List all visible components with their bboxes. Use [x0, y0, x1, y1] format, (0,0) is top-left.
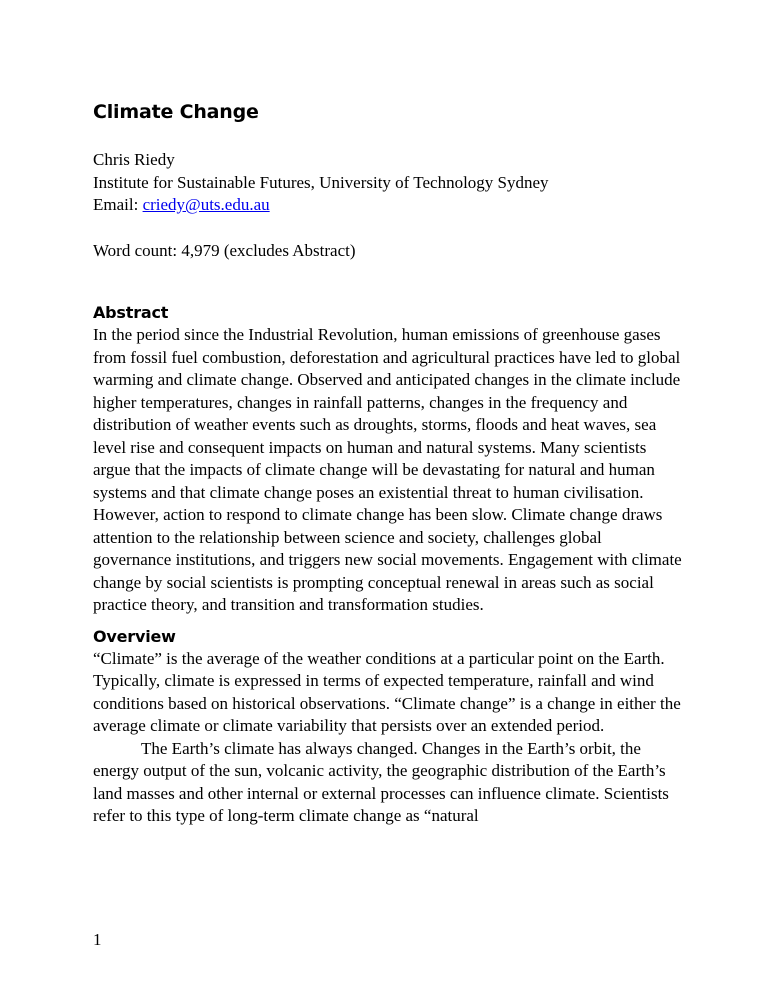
- overview-paragraph-2: The Earth’s climate has always changed. Changes in the Earth’s orbit, the energy output of the sun, volcanic activity, the geographic distribution of the Earth’s land masses and other internal or external processes can influence climate. Scientists refer to this type of long-term climate change as “natural: [93, 738, 669, 825]
- overview-paragraph-1: “Climate” is the average of the weather conditions at a particular point on the Earth. Typically, climate is expressed in terms of expected temperature, rainfall and wind conditions based on historical observations. “Climate change” is a change in either the average climate or climate variability that persists over an extended period.: [93, 648, 681, 735]
- author-name: Chris Riedy: [93, 150, 175, 169]
- email-label: Email:: [93, 195, 143, 214]
- author-block: [93, 149, 683, 217]
- page-content: [93, 98, 683, 828]
- abstract-heading: Abstract: [93, 303, 169, 322]
- page-number: 1: [93, 930, 102, 949]
- author-email-line: [93, 194, 683, 217]
- author-affiliation: Institute for Sustainable Futures, University of Technology Sydney: [93, 172, 549, 192]
- email-link[interactable]: criedy@uts.edu.au: [142, 195, 270, 214]
- abstract-text: In the period since the Industrial Revolution, human emissions of greenhouse gases from fossil fuel combustion, deforestation and agricultural practices have led to global warming and climate change. Observed and anticipated changes in the climate include higher temperatures, changes in rainfall patterns, changes in the frequency and distribution of weather events such as droughts, storms, floods and heat waves, sea level rise and consequent impacts on human and natural systems. Many scientists argue that the impacts of climate change will be devastating for natural and human systems and that climate change poses an existential threat to human civilisation. However, action to respond to climate change has been slow. Climate change draws attention to the relationship between science and society, challenges global governance institutions, and triggers new social movements. Engagement with climate change by social scientists is prompting conceptual renewal in areas such as social practice theory, and transition and transformation studies.: [93, 325, 682, 614]
- word-count: Word count: 4,979 (excludes Abstract): [93, 240, 356, 260]
- overview-heading: Overview: [93, 626, 176, 646]
- document-title: Climate Change: [93, 101, 259, 123]
